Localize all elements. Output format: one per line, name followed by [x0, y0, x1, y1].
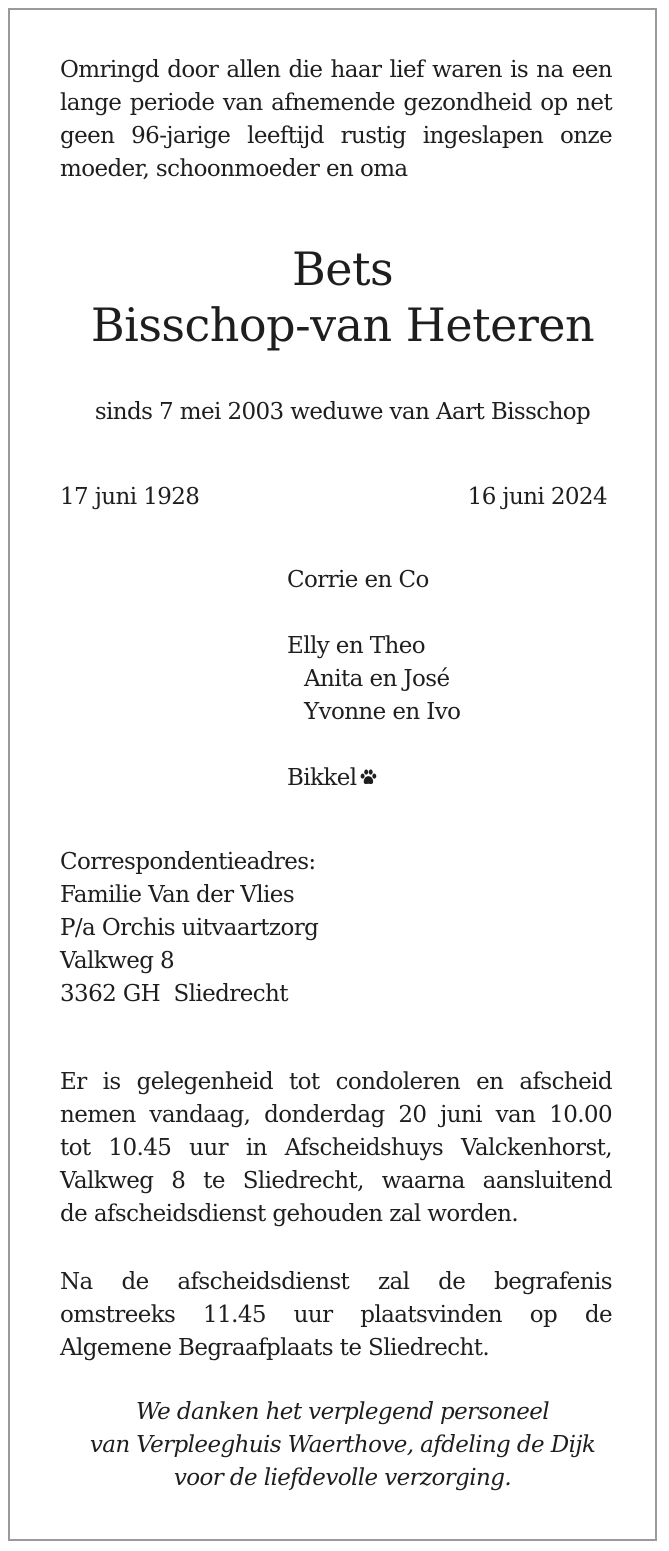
family-grandchild-1: Anita en José: [304, 666, 450, 692]
paw-icon: [359, 768, 377, 786]
pet-name: Bikkel: [287, 765, 357, 791]
condolence-paragraph: [60, 1066, 612, 1231]
address-street: Valkweg 8: [60, 948, 175, 974]
family-pet: [287, 765, 377, 791]
intro-line: geen 96-jarige leeftijd rustig ingeslapen onze: [60, 123, 612, 149]
address-family: Familie Van der Vlies: [60, 882, 295, 908]
widow-line: sinds 7 mei 2003 weduwe van Aart Bisschop: [94, 399, 591, 425]
death-date: 16 juni 2024: [467, 484, 607, 510]
intro-line: moeder, schoonmoeder en oma: [60, 156, 408, 182]
burial-line: Algemene Begraafplaats te Sliedrecht.: [60, 1335, 490, 1361]
address-care: P/a Orchis uitvaartzorg: [60, 915, 319, 941]
burial-line: omstreeks 11.45 uur plaatsvinden op de: [60, 1302, 612, 1328]
thanks-line: voor de liefdevolle verzorging.: [173, 1465, 512, 1491]
condolence-line: Er is gelegenheid tot condoleren en afscheid: [60, 1069, 612, 1095]
address-city: 3362 GH Sliedrecht: [60, 981, 288, 1007]
birth-date: 17 juni 1928: [60, 484, 200, 510]
intro-paragraph: [60, 54, 612, 186]
burial-paragraph: [60, 1266, 612, 1365]
family-grandchild-2: Yvonne en Ivo: [304, 699, 461, 725]
burial-line: Na de afscheidsdienst zal de begrafenis: [60, 1269, 612, 1295]
obituary-card: [8, 8, 657, 1541]
intro-line: Omringd door allen die haar lief waren is na een: [60, 57, 612, 83]
family-child-1: Corrie en Co: [287, 567, 429, 593]
condolence-line: de afscheidsdienst gehouden zal worden.: [60, 1201, 519, 1227]
deceased-full-name: Bisschop-van Heteren: [90, 298, 595, 352]
family-child-2: Elly en Theo: [287, 633, 425, 659]
condolence-line: tot 10.45 uur in Afscheidshuys Valckenhorst,: [60, 1135, 612, 1161]
thanks-line: We danken het verplegend personeel: [135, 1399, 550, 1425]
address-heading: Correspondentieadres:: [60, 849, 316, 875]
thanks-line: van Verpleeghuis Waerthove, afdeling de Dijk: [89, 1432, 596, 1458]
deceased-first-name: Bets: [291, 242, 394, 296]
condolence-line: nemen vandaag, donderdag 20 juni van 10.00: [60, 1102, 612, 1128]
condolence-line: Valkweg 8 te Sliedrecht, waarna aansluitend: [60, 1168, 612, 1194]
intro-line: lange periode van afnemende gezondheid op net: [60, 90, 612, 116]
